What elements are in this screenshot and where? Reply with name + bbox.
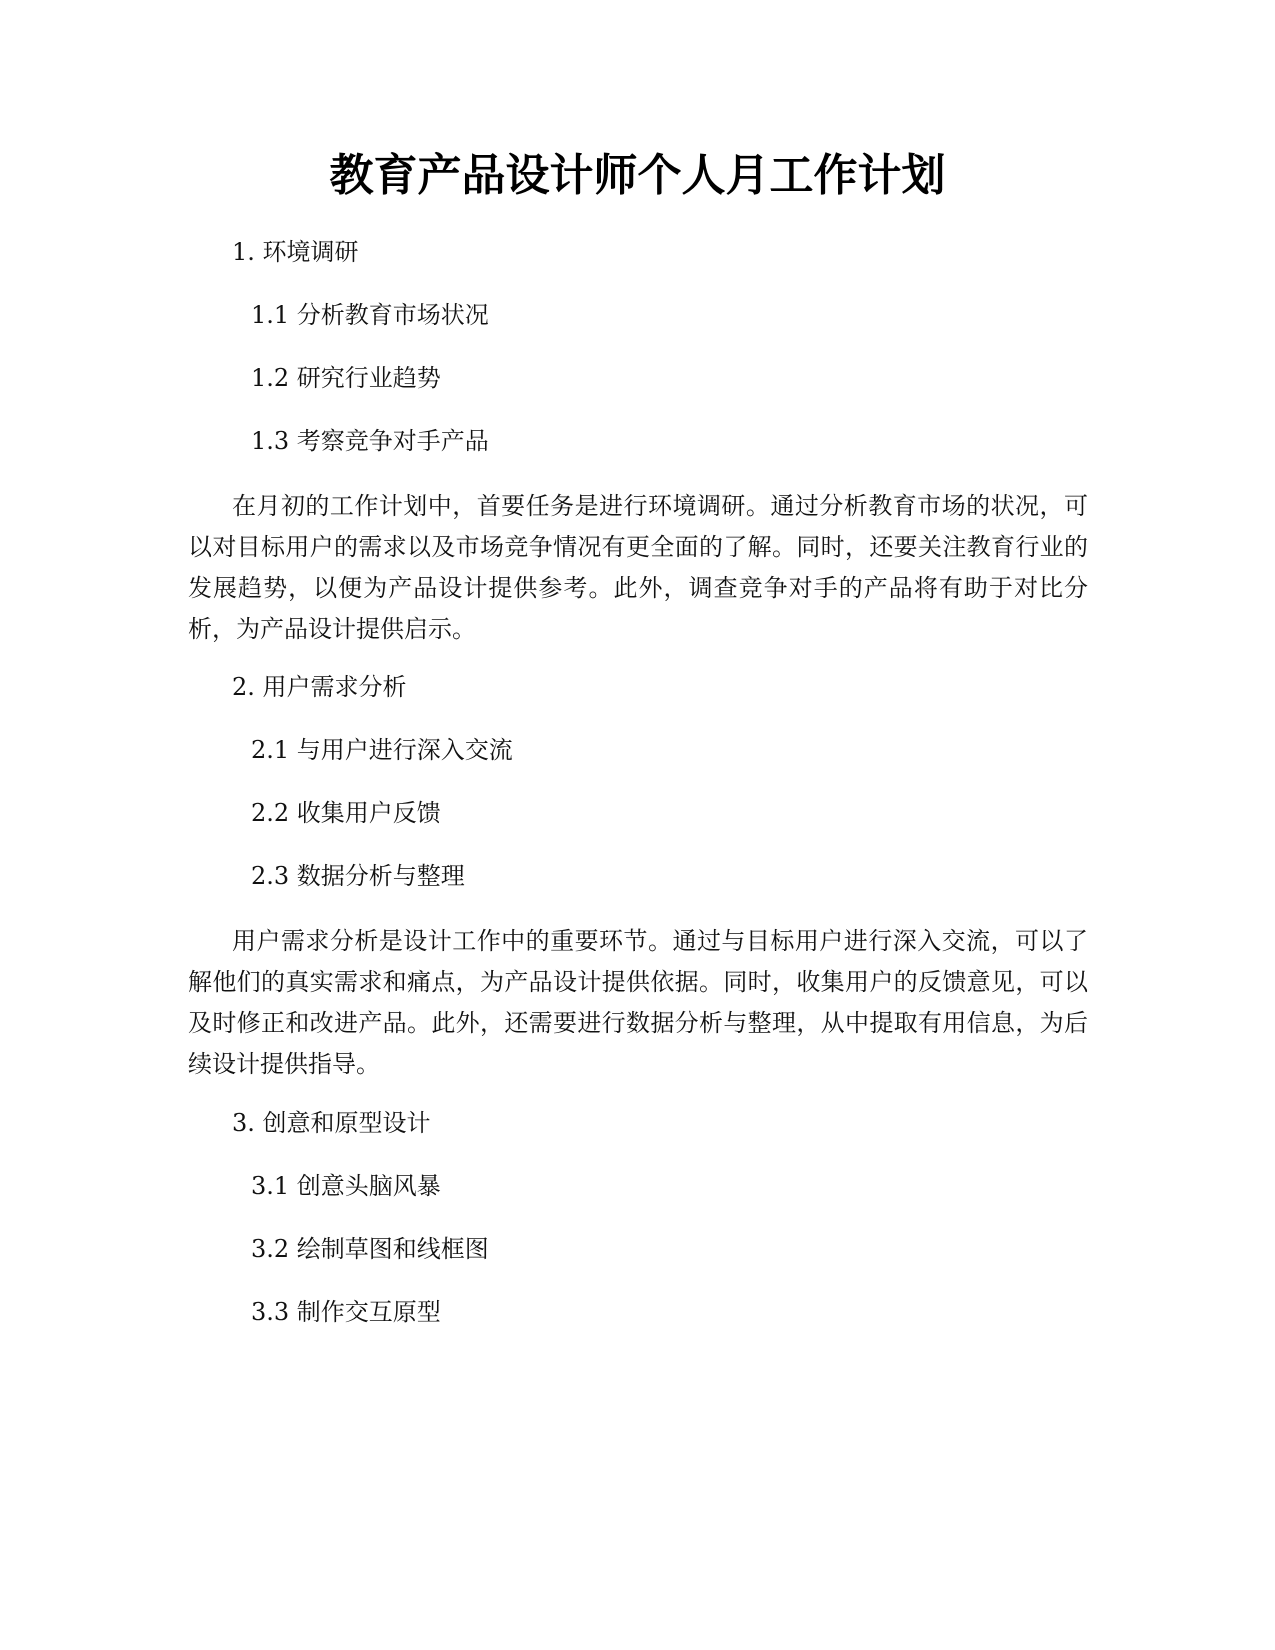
subsection-item: 3.1 创意头脑风暴	[251, 1172, 441, 1200]
subsection-item: 2.2 收集用户反馈	[251, 799, 441, 827]
section-heading: 1. 环境调研	[232, 238, 359, 266]
subsection-item: 1.1 分析教育市场状况	[251, 301, 489, 329]
section-paragraph: 在月初的工作计划中，首要任务是进行环境调研。通过分析教育市场的状况，可以对目标用户的需求以及市场竞争情况有更全面的了解。同时，还要关注教育行业的发展趋势，以便为产品设计提供参考。此外，调查竞争对手的产品将有助于对比分析，为产品设计提供启示。	[188, 492, 1088, 643]
section-heading: 2. 用户需求分析	[232, 673, 407, 701]
section-paragraph: 用户需求分析是设计工作中的重要环节。通过与目标用户进行深入交流，可以了解他们的真实需求和痛点，为产品设计提供依据。同时，收集用户的反馈意见，可以及时修正和改进产品。此外，还需要进行数据分析与整理，从中提取有用信息，为后续设计提供指导。	[188, 927, 1088, 1078]
subsection-item: 3.3 制作交互原型	[251, 1298, 441, 1326]
subsection-item: 1.2 研究行业趋势	[251, 364, 441, 392]
subsection-item: 2.3 数据分析与整理	[251, 862, 465, 890]
subsection-item: 1.3 考察竞争对手产品	[251, 427, 489, 455]
section-heading: 3. 创意和原型设计	[232, 1109, 431, 1137]
document-title: 教育产品设计师个人月工作计划	[329, 150, 946, 201]
subsection-item: 2.1 与用户进行深入交流	[251, 736, 513, 764]
subsection-item: 3.2 绘制草图和线框图	[251, 1235, 489, 1263]
